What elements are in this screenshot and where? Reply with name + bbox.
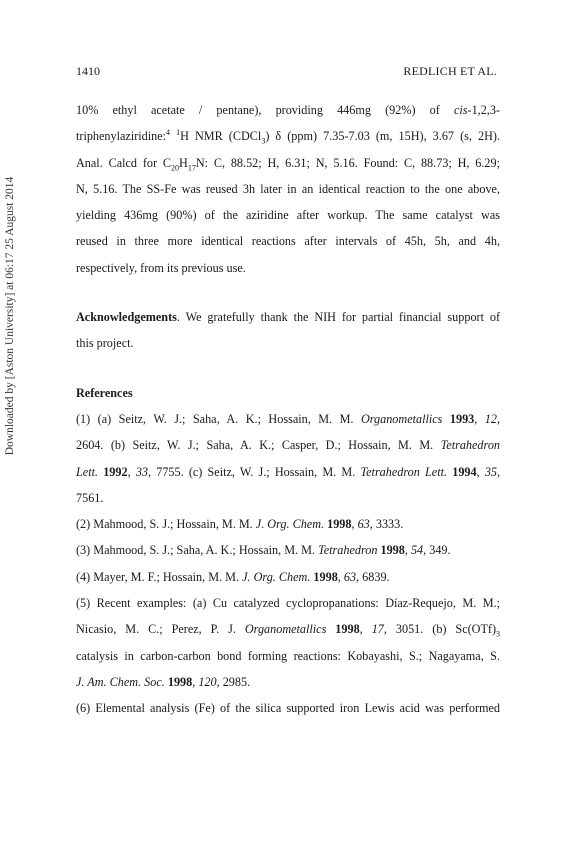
reference-line: catalysis in carbon-carbon bond forming reactions: Kobayashi, S.; Nagayama, S. bbox=[76, 648, 500, 663]
body-line: reused in three more identical reactions after intervals of 45h, 5h, and 4h, bbox=[76, 234, 500, 249]
reference-line: (2) Mahmood, S. J.; Hossain, M. M. J. Org. Chem. 1998, 63, 3333. bbox=[76, 517, 404, 532]
body-line: respectively, from its previous use. bbox=[76, 260, 246, 275]
reference-line: (5) Recent examples: (a) Cu catalyzed cyclopropanations: Díaz-Requejo, M. M.; bbox=[76, 596, 500, 611]
page-number: 1410 bbox=[76, 64, 100, 78]
acknowledgements-line: this project. bbox=[76, 336, 134, 351]
running-head: REDLICH ET AL. bbox=[403, 64, 497, 78]
acknowledgements-line: Acknowledgements. We gratefully thank the NIH for partial financial support of bbox=[76, 310, 500, 325]
page-header bbox=[76, 64, 497, 80]
body-line: N, 5.16. The SS-Fe was reused 3h later in an identical reaction to the one above, bbox=[76, 181, 500, 196]
reference-line: 2604. (b) Seitz, W. J.; Saha, A. K.; Casper, D.; Hossain, M. M. Tetrahedron bbox=[76, 438, 501, 453]
references-heading: References bbox=[76, 385, 133, 400]
acknowledgements-title: Acknowledgements bbox=[76, 310, 177, 325]
reference-line: (3) Mahmood, S. J.; Saha, A. K.; Hossain, M. M. Tetrahedron 1998, 54, 349. bbox=[76, 543, 451, 558]
reference-line: (1) (a) Seitz, W. J.; Saha, A. K.; Hossain, M. M. Organometallics 1993, 12, bbox=[76, 411, 500, 426]
body-line: yielding 436mg (90%) of the aziridine after workup. The same catalyst was bbox=[76, 208, 500, 223]
reference-line: Nicasio, M. C.; Perez, P. J. Organometallics 1998, 17, 3051. (b) $Sc(OTf)_3$ bbox=[76, 622, 501, 639]
reference-line: (6) Elemental analysis (Fe) of the silica supported iron Lewis acid was performed bbox=[76, 701, 500, 716]
body-line: Anal. Calcd for $C_{20}H_{17}N$: C, 88.52; H, 6.31; N, 5.16. Found: C, 88.73; H, 6.29; bbox=[76, 155, 500, 173]
reference-line: (4) Mayer, M. F.; Hossain, M. M. J. Org. Chem. 1998, 63, 6839. bbox=[76, 569, 390, 584]
reference-line: Lett. 1992, 33, 7755. (c) Seitz, W. J.; Hossain, M. M. Tetrahedron Lett. 1994, 35, bbox=[76, 464, 501, 479]
reference-line: J. Am. Chem. Soc. 1998, 120, 2985. bbox=[76, 674, 251, 689]
page-body bbox=[76, 97, 500, 722]
watermark-text: Downloaded by [Aston University] at 06:17 25 August 2014 bbox=[4, 176, 16, 456]
body-line: triphenylaziridine:$^4$ $^1$H NMR (CDCl$_3$) δ (ppm) 7.35-7.03 (m, 15H), 3.67 (s, 2H). bbox=[76, 128, 500, 146]
reference-line: 7561. bbox=[76, 490, 104, 505]
body-line: 10% ethyl acetate / pentane), providing 446mg (92%) of cis-1,2,3- bbox=[76, 103, 501, 117]
